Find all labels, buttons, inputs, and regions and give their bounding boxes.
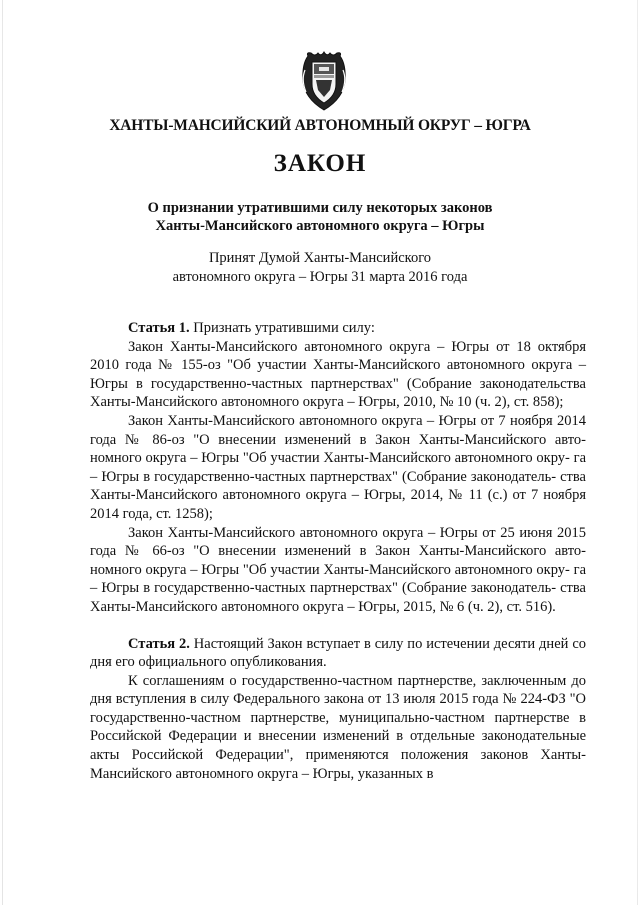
- text-line: 2010 года № 155-оз "Об участии Ханты-Мансийского автономного округа –: [90, 357, 586, 374]
- article-1-lead: [90, 319, 586, 338]
- article-1-law-2: [90, 412, 586, 524]
- article-2-paragraph-1: [90, 635, 586, 672]
- coat-of-arms-emblem-icon: [299, 50, 349, 112]
- scan-edge-right: [637, 0, 638, 905]
- document-body: [90, 319, 586, 783]
- article-1-law-1: [90, 338, 586, 412]
- text-line: ства Ханты-Мансийского автономного округа – Югры, 2014, № 11 (с.) от: [90, 468, 586, 504]
- text-line: Закон Ханты-Мансийского автономного округа – Югры от 18 октября: [128, 338, 586, 355]
- text-line: Настоящий Закон вступает в силу по истечении десяти дней: [189, 635, 569, 652]
- article-1-label: Статья 1.: [128, 320, 190, 336]
- text-line: со дня его официального опубликования.: [90, 635, 587, 671]
- scan-edge-left: [2, 0, 3, 905]
- text-line: № 224-ФЗ "О государственно-частном партнерстве, муниципально-частном: [90, 691, 587, 726]
- article-1-lead-text: Признать утратившими силу:: [189, 320, 375, 336]
- region-heading: ХАНТЫ-МАНСИЙСКИЙ АВТОНОМНЫЙ ОКРУГ – ЮГРА: [109, 117, 531, 134]
- text-line: Закон Ханты-Мансийского автономного округа – Югры от 7 ноября: [128, 412, 553, 429]
- document-type-heading: ЗАКОН: [273, 150, 367, 177]
- text-line: ст. 516).: [506, 598, 556, 615]
- law-title: [0, 199, 640, 235]
- law-title-line: Ханты-Мансийского автономного округа – Югры: [155, 218, 485, 234]
- text-line: 7 ноября 2014 года, ст. 1258);: [90, 487, 586, 522]
- text-line: номного округа – Югры "Об участии Ханты-Мансийского автономного окру-: [90, 561, 570, 578]
- article-1-law-3: [90, 524, 586, 617]
- text-line: 2015 года № 66-оз "О внесении изменений в Закон Ханты-Мансийского авто-: [90, 524, 586, 560]
- adoption-note-line: Принят Думой Ханты-Мансийского: [208, 250, 432, 266]
- text-line: законодательные акты Российской Федерации", применяются положения: [90, 728, 586, 764]
- text-line: партнерстве в Российской Федерации и внесении изменений в отдельные: [90, 709, 587, 745]
- text-line: К соглашениям о государственно-частном партнерстве, заключенным: [128, 672, 567, 689]
- text-line: га – Югры в государственно-частных партнерствах" (Собрание законодатель-: [90, 561, 587, 597]
- adoption-note: [0, 249, 640, 287]
- text-line: Закон Ханты-Мансийского автономного округа – Югры от 25 июня: [128, 524, 553, 541]
- article-2-label: Статья 2.: [128, 635, 190, 652]
- text-line: до дня вступления в силу Федерального закона от 13 июля 2015 года: [90, 672, 586, 708]
- text-line: 2014 года № 86-оз "О внесении изменений в Закон Ханты-Мансийского авто-: [90, 412, 587, 448]
- text-line: номного округа – Югры "Об участии Ханты-Мансийского автономного окру-: [90, 450, 570, 467]
- text-line: Ханты-Мансийского автономного округа – Югры, 2010, № 10 (ч. 2), ст. 858);: [90, 394, 564, 411]
- adoption-note-line: автономного округа – Югры 31 марта 2016 года: [172, 269, 468, 285]
- text-line: га – Югры в государственно-частных партнерствах" (Собрание законодатель-: [90, 450, 587, 485]
- law-title-line: О признании утратившими силу некоторых законов: [147, 200, 493, 216]
- text-line: Югры в государственно-частных партнерствах" (Собрание законодательства: [90, 375, 586, 392]
- article-2-paragraph-2: [90, 672, 586, 784]
- text-line: законов Ханты-Мансийского автономного округа – Югры, указанных в: [90, 747, 586, 782]
- text-line: ства Ханты-Мансийского автономного округа – Югры, 2015, № 6 (ч. 2),: [90, 580, 586, 615]
